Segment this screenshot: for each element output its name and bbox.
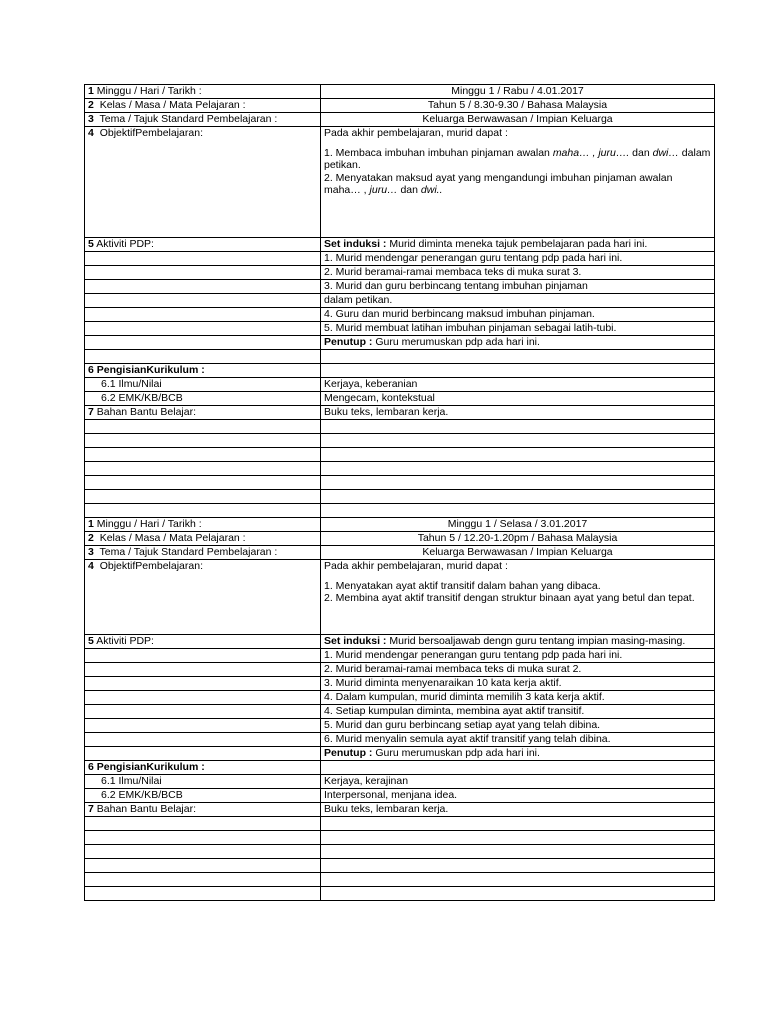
row-label: 6.1 Ilmu/Nilai: [85, 775, 321, 789]
empty-row: [85, 420, 715, 434]
empty-row: [85, 462, 715, 476]
objektif-item: 2. Membina ayat aktif transitif dengan struktur binaan ayat yang betul dan tepat.: [324, 592, 695, 604]
lesson-plan-document: [84, 84, 714, 901]
row-label: 6.2 EMK/KB/BCB: [85, 392, 321, 406]
row-number: 3: [88, 546, 94, 558]
row-value: Minggu 1 / Selasa / 3.01.2017: [321, 518, 715, 532]
row-label: Minggu / Hari / Tarikh :: [96, 85, 202, 97]
row-kurikulum: [85, 761, 715, 775]
row-aktiviti: [85, 238, 715, 252]
row-kelas: [85, 99, 715, 113]
row-label: Tema / Tajuk Standard Pembelajaran :: [99, 546, 278, 558]
row-kelas: [85, 532, 715, 546]
row-ilmu-nilai: [85, 775, 715, 789]
empty-row: [85, 490, 715, 504]
row-value: Buku teks, lembaran kerja.: [321, 406, 715, 420]
row-objektif: [85, 560, 715, 635]
objektif-intro: Pada akhir pembelajaran, murid dapat :: [324, 127, 508, 139]
row-number: 1: [88, 85, 94, 97]
row-value: Buku teks, lembaran kerja.: [321, 803, 715, 817]
row-tema: [85, 113, 715, 127]
activity-step: 5. Murid membuat latihan imbuhan pinjaman sebagai latih-tubi.: [85, 322, 715, 336]
activity-step: 1. Murid mendengar penerangan guru tentang pdp pada hari ini.: [85, 252, 715, 266]
row-label: Kelas / Masa / Mata Pelajaran :: [99, 99, 246, 111]
empty-row: [85, 434, 715, 448]
row-label: ObjektifPembelajaran:: [99, 560, 203, 572]
empty-row: [85, 887, 715, 901]
row-number: 1: [88, 518, 94, 530]
row-minggu: [85, 85, 715, 99]
activity-step: 6. Murid menyalin semula ayat aktif transitif yang telah dibina.: [85, 733, 715, 747]
set-induksi: Set induksi : Murid bersoaljawab dengn guru tentang impian masing-masing.: [321, 635, 715, 649]
activity-step: 2. Murid beramai-ramai membaca teks di muka surat 2.: [85, 663, 715, 677]
empty-row: [85, 476, 715, 490]
row-number: 3: [88, 113, 94, 125]
row-label: PengisianKurikulum :: [96, 761, 205, 773]
activity-step: 4. Dalam kumpulan, murid diminta memilih 3 kata kerja aktif.: [85, 691, 715, 705]
objektif-item: 1. Membaca imbuhan imbuhan pinjaman awalan maha… , juru…. dan dwi… dalam petikan.: [324, 146, 711, 171]
activity-step: 5. Murid dan guru berbincang setiap ayat yang telah dibina.: [85, 719, 715, 733]
empty-row: [85, 817, 715, 831]
row-label: PengisianKurikulum :: [96, 364, 205, 376]
row-value: Minggu 1 / Rabu / 4.01.2017: [321, 85, 715, 99]
row-value: Keluarga Berwawasan / Impian Keluarga: [321, 113, 715, 127]
row-label: 6.2 EMK/KB/BCB: [85, 789, 321, 803]
row-ilmu-nilai: [85, 378, 715, 392]
row-number: 7: [88, 803, 94, 815]
objektif-content: [321, 560, 715, 635]
row-value: Tahun 5 / 12.20-1.20pm / Bahasa Malaysia: [321, 532, 715, 546]
row-label: ObjektifPembelajaran:: [99, 127, 203, 139]
activity-step: 1. Murid mendengar penerangan guru tentang pdp pada hari ini.: [85, 649, 715, 663]
row-value: Kerjaya, keberanian: [321, 378, 715, 392]
row-label: Bahan Bantu Belajar:: [96, 803, 197, 815]
empty-row: [85, 350, 715, 364]
row-objektif: [85, 127, 715, 238]
empty-row: [85, 831, 715, 845]
row-number: 7: [88, 406, 94, 418]
row-number: 4: [88, 127, 94, 139]
activity-step: 2. Murid beramai-ramai membaca teks di muka surat 3.: [85, 266, 715, 280]
row-value: Tahun 5 / 8.30-9.30 / Bahasa Malaysia: [321, 99, 715, 113]
penutup: Penutup : Guru merumuskan pdp ada hari ini.: [85, 747, 715, 761]
objektif-item: 2. Menyatakan maksud ayat yang mengandungi imbuhan pinjaman awalan maha… , juru… dan dwi..: [324, 171, 673, 196]
empty-row: [85, 448, 715, 462]
row-label: Minggu / Hari / Tarikh :: [96, 518, 202, 530]
row-number: 5: [88, 238, 94, 250]
activity-step: 3. Murid diminta menyenaraikan 10 kata kerja aktif.: [85, 677, 715, 691]
objektif-intro: Pada akhir pembelajaran, murid dapat :: [324, 560, 508, 572]
row-label: Bahan Bantu Belajar:: [96, 406, 197, 418]
row-emk: [85, 392, 715, 406]
row-bahan: [85, 406, 715, 420]
empty-row: [85, 873, 715, 887]
row-kurikulum: [85, 364, 715, 378]
empty-row: [85, 845, 715, 859]
penutup: Penutup : Guru merumuskan pdp ada hari ini.: [85, 336, 715, 350]
activity-step: 4. Guru dan murid berbincang maksud imbuhan pinjaman.: [85, 308, 715, 322]
lesson-plan-table-1: [84, 84, 715, 901]
empty-row: [85, 859, 715, 873]
row-number: 6: [88, 761, 94, 773]
row-number: 5: [88, 635, 94, 648]
row-value: Keluarga Berwawasan / Impian Keluarga: [321, 546, 715, 560]
row-label: Kelas / Masa / Mata Pelajaran :: [99, 532, 246, 544]
set-induksi: Set induksi : Murid diminta meneka tajuk pembelajaran pada hari ini.: [321, 238, 715, 252]
row-value: Interpersonal, menjana idea.: [321, 789, 715, 803]
row-value: Mengecam, kontekstual: [321, 392, 715, 406]
row-label: Aktiviti PDP:: [96, 635, 154, 648]
row-minggu: [85, 518, 715, 532]
row-tema: [85, 546, 715, 560]
row-label: Aktiviti PDP:: [96, 238, 154, 250]
row-emk: [85, 789, 715, 803]
row-bahan: [85, 803, 715, 817]
row-number: 6: [88, 364, 94, 376]
empty-row: [85, 504, 715, 518]
row-number: 4: [88, 560, 94, 572]
row-label: Tema / Tajuk Standard Pembelajaran :: [99, 113, 278, 125]
row-number: 2: [88, 99, 94, 111]
objektif-content: [321, 127, 715, 238]
row-value: Kerjaya, kerajinan: [321, 775, 715, 789]
activity-step: dalam petikan.: [85, 294, 715, 308]
objektif-item: 1. Menyatakan ayat aktif transitif dalam bahan yang dibaca.: [324, 579, 601, 592]
activity-step: 3. Murid dan guru berbincang tentang imbuhan pinjaman: [85, 280, 715, 294]
row-aktiviti: [85, 635, 715, 649]
row-number: 2: [88, 532, 94, 544]
activity-step: 4. Setiap kumpulan diminta, membina ayat aktif transitif.: [85, 705, 715, 719]
row-label: 6.1 Ilmu/Nilai: [85, 378, 321, 392]
